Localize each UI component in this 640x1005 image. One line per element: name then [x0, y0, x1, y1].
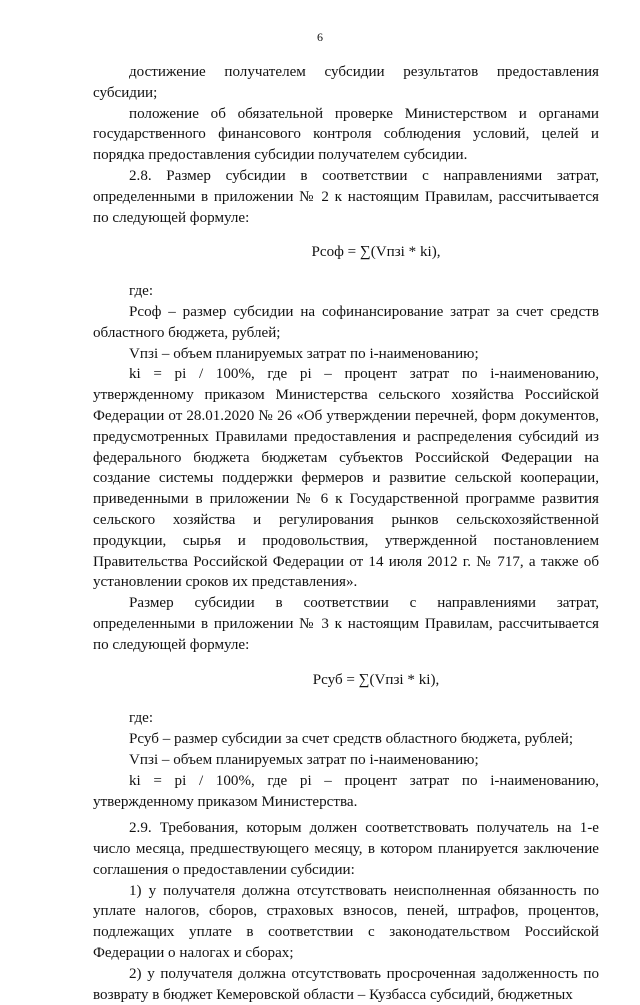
- definition-v-pzi-1: Vпзi – объем планируемых затрат по i-наименованию;: [129, 345, 479, 362]
- document-body: [93, 62, 599, 1005]
- paragraph-results: достижение получателем субсидии результатов предоставления субсидии;: [93, 64, 599, 101]
- definition-ki-1: ki = pi / 100%, где pi – процент затрат по i-наименованию, утвержденному приказом Министерства сельского хозяйства Российской Федерации от 28.01.2020 № 26 «Об утверждении перечней, форм документов, предусмотренных Правилами предоставления и распределения субсидий из федерального бюджета бюджетам субъектов Российской Федерации на создание системы поддержки фермеров и развитие сельской кооперации, приведенными в приложении № 6 к Государственной программе развития сельского хозяйства и регулирования рынков сельскохозяйственной продукции, сырья и продовольствия, утвержденной постановлением Правительства Российской Федерации от 14 июля 2012 г. № 717, а также об установлении сроков их представления».: [93, 366, 599, 591]
- paragraph-2-8: 2.8. Размер субсидии в соответствии с направлениями затрат, определенными в приложении № 2 к настоящим Правилам, рассчитывается по следующей формуле:: [93, 167, 599, 226]
- definition-p-sub: Pсуб – размер субсидии за счет средств областного бюджета, рублей;: [129, 731, 574, 748]
- formula-cofinancing: Pсоф = ∑(Vпзi * ki),: [311, 244, 441, 261]
- paragraph-verification: положение об обязательной проверке Министерством и органами государственного финансового контроля соблюдения условий, целей и порядка предоставления субсидии получателем субсидии.: [93, 105, 599, 164]
- where-label-1: где:: [129, 283, 154, 300]
- formula-subsidy: Pсуб = ∑(Vпзi * ki),: [312, 671, 440, 688]
- paragraph-subsidy-size-2: Размер субсидии в соответствии с направлениями затрат, определенными в приложении № 3 к настоящим Правилам, рассчитывается по следующей формуле:: [93, 595, 599, 653]
- paragraph-2-9: 2.9. Требования, которым должен соответствовать получатель на 1-е число месяца, предшествующего месяцу, в котором планируется заключение соглашения о предоставлении субсидии:: [93, 820, 599, 878]
- where-label-2: где:: [129, 710, 154, 727]
- page-number: 6: [317, 30, 323, 44]
- definition-v-pzi-2: Vпзi – объем планируемых затрат по i-наименованию;: [129, 751, 479, 768]
- requirement-2: 2) у получателя должна отсутствовать просроченная задолженность по возврату в бюджет Кемеровской области – Кузбасса субсидий, бюджетных: [93, 965, 599, 1003]
- requirement-1: 1) у получателя должна отсутствовать неисполненная обязанность по уплате налогов, сборов, страховых взносов, пеней, штрафов, процентов, подлежащих уплате в соответствии с законодательством Российской Федерации о налогах и сборах;: [93, 882, 599, 962]
- definition-ki-2: ki = pi / 100%, где pi – процент затрат по i-наименованию, утвержденному приказом Министерства.: [93, 772, 599, 810]
- definition-p-sof: Pсоф – размер субсидии на софинансирование затрат за счет средств областного бюджета, рублей;: [93, 303, 599, 341]
